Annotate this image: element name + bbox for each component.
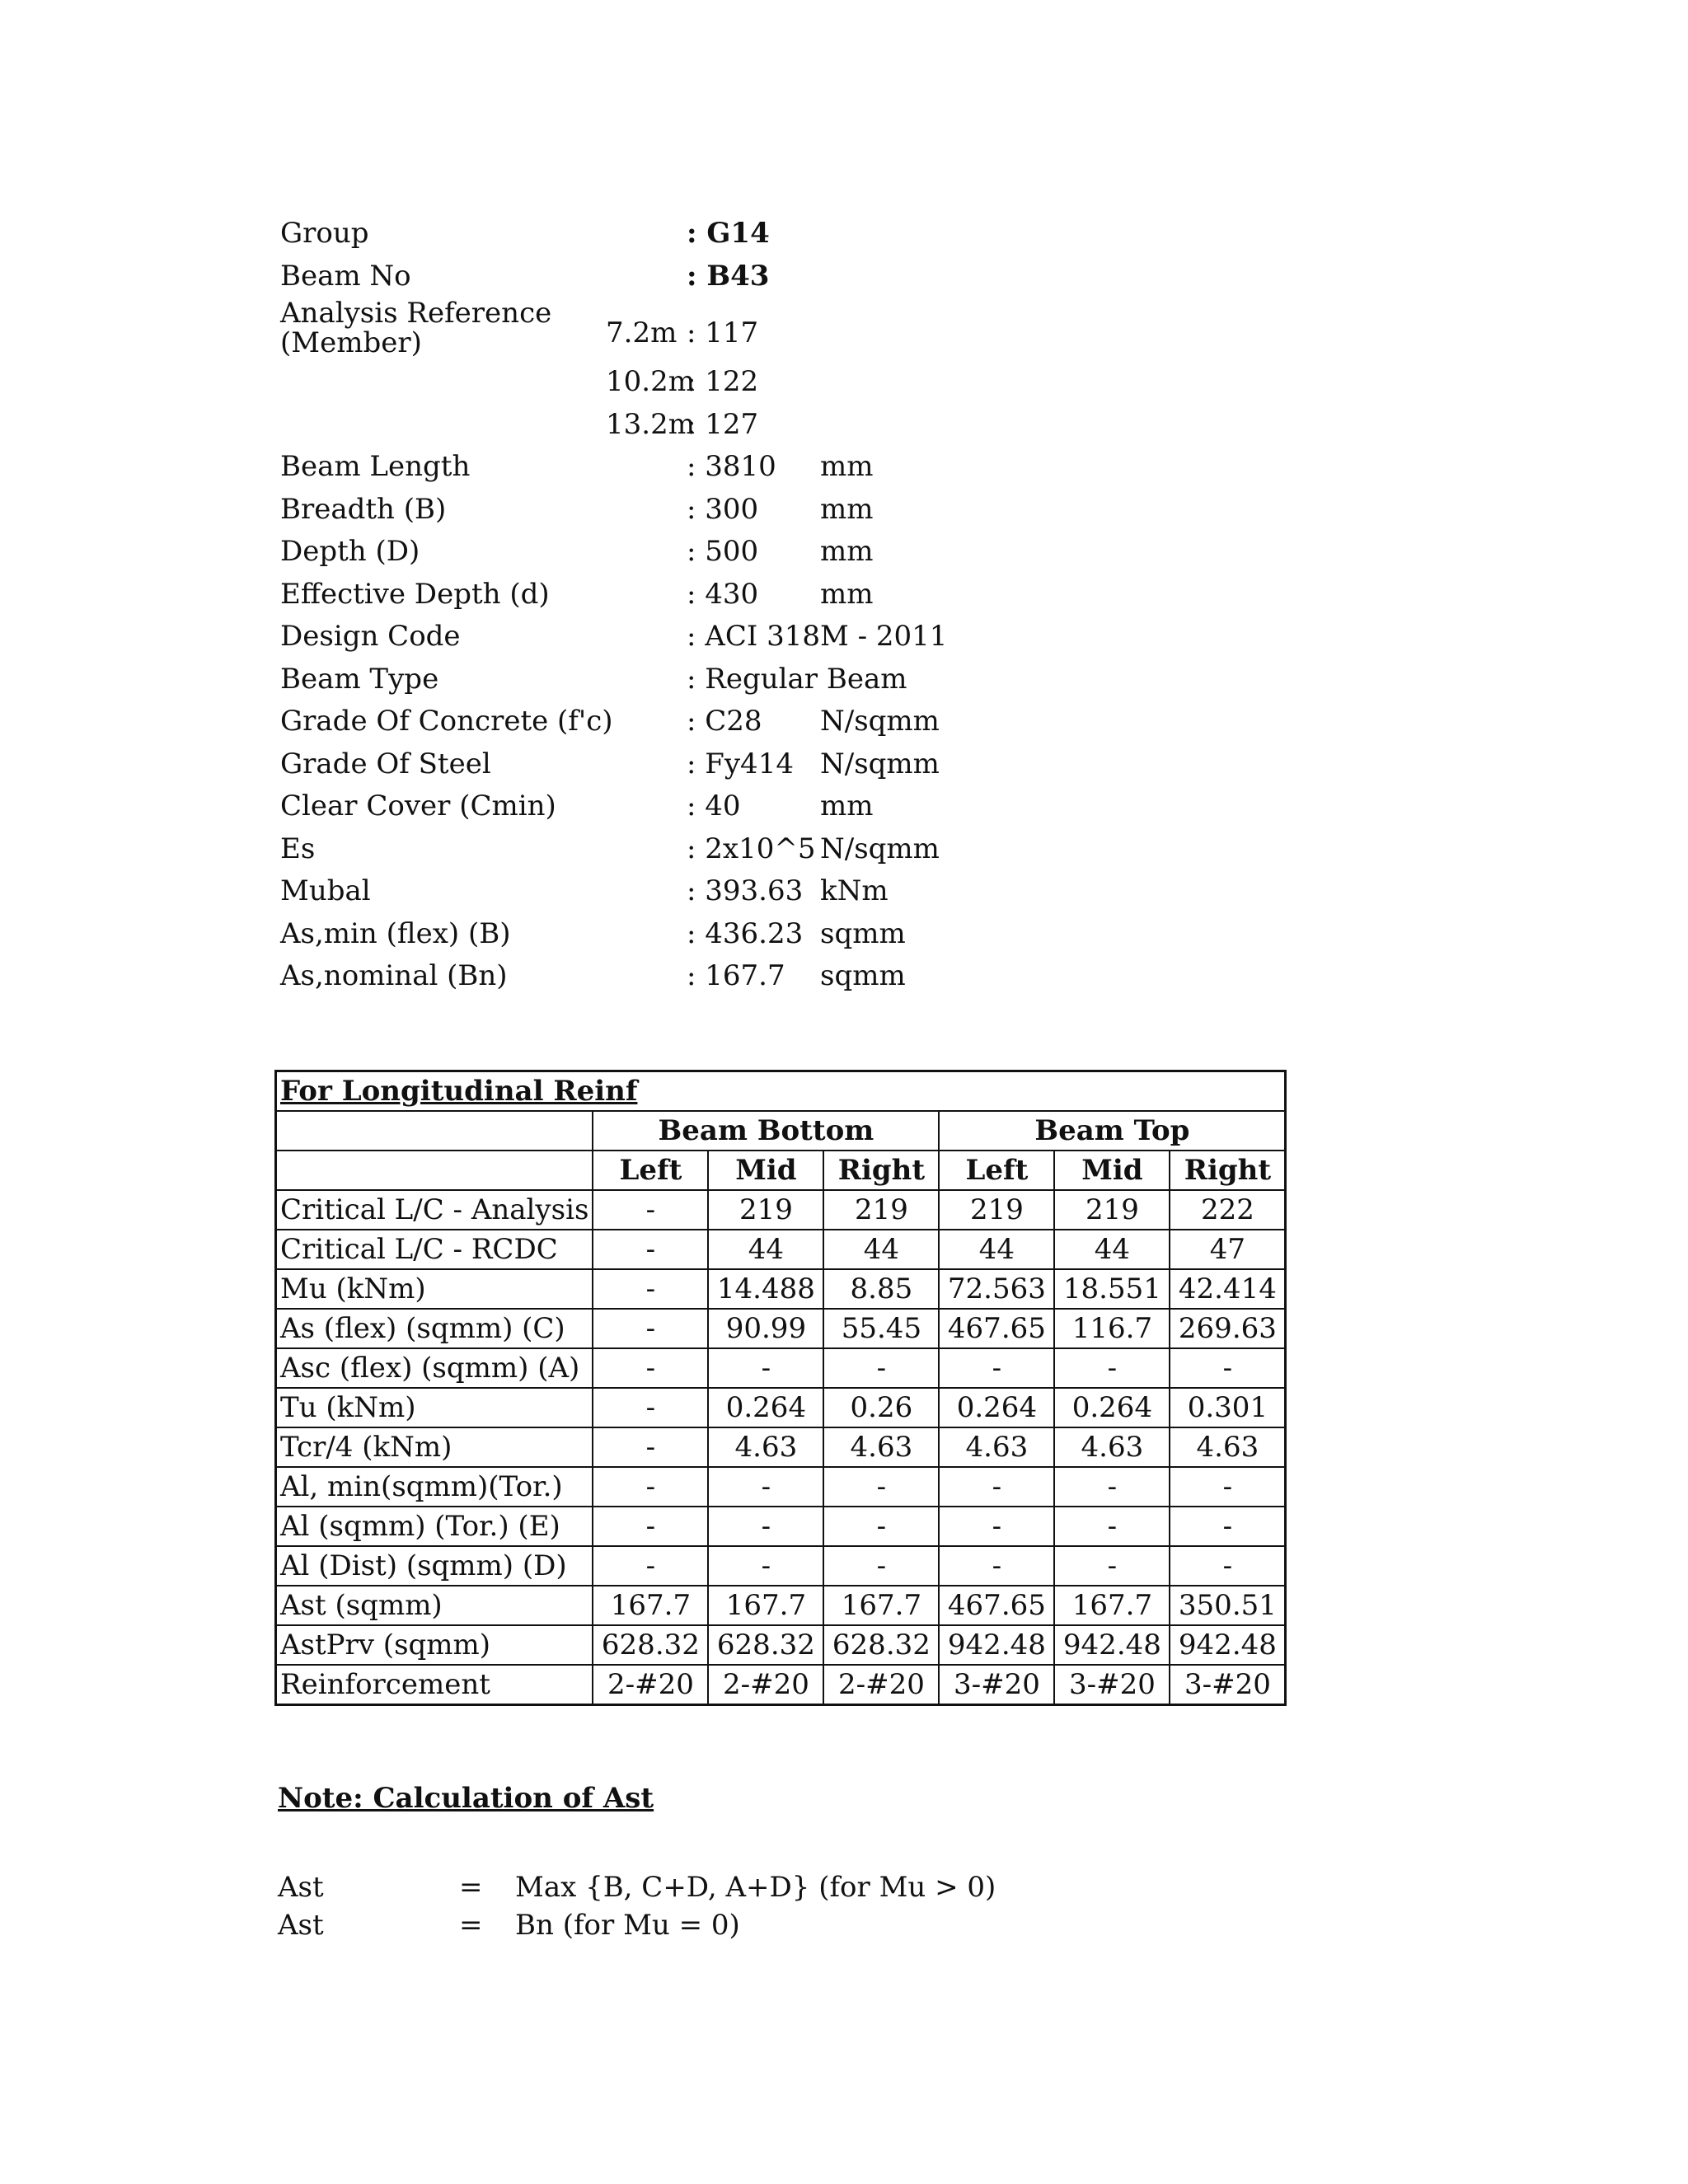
info-unit: N/sqmm [820,747,940,780]
formula-equals: = [459,1871,483,1904]
table-cell: - [939,1467,1054,1507]
table-cell: 44 [939,1230,1054,1269]
info-row [280,210,1104,253]
info-row [280,486,1104,529]
table-cell: 219 [939,1190,1054,1230]
info-label: Breadth (B) [280,492,447,526]
table-cell: 2-#20 [708,1665,823,1705]
table-cell: 467.65 [939,1309,1054,1348]
info-value: : C28 [687,705,762,738]
row-label: Al (sqmm) (Tor.) (E) [276,1507,593,1546]
column-header-right: Right [823,1151,939,1190]
table-cell: 167.7 [1054,1586,1170,1625]
info-unit: sqmm [820,916,906,950]
table-cell: - [1054,1546,1170,1586]
table-cell: 4.63 [708,1427,823,1467]
column-header-blank-cell [276,1151,593,1190]
info-label: Group [280,217,369,250]
table-row [276,1467,1286,1507]
table-cell: - [1170,1467,1286,1507]
info-unit: mm [820,492,874,526]
table-cell: 47 [1170,1230,1286,1269]
row-label: Critical L/C - RCDC [276,1230,593,1269]
table-row [276,1625,1286,1665]
info-sub-label: 10.2m [606,365,695,398]
info-row [280,656,1104,699]
info-row [280,401,1104,444]
table-cell: - [1054,1467,1170,1507]
info-sub-label: 13.2m [606,407,695,441]
info-row [280,741,1104,784]
table-cell: - [823,1467,939,1507]
table-cell: - [593,1230,708,1269]
info-label: Mubal [280,874,371,907]
table-cell: 3-#20 [939,1665,1054,1705]
info-unit: kNm [820,874,889,907]
table-cell: - [939,1507,1054,1546]
info-value: : 2x10^5 [687,832,816,865]
table-cell: - [1170,1546,1286,1586]
info-label: Design Code [280,620,461,653]
table-cell: - [823,1546,939,1586]
info-row [280,359,1104,401]
group-header-blank-cell [276,1111,593,1151]
table-cell: 2-#20 [593,1665,708,1705]
table-cell: - [593,1269,708,1309]
table-cell: 4.63 [823,1427,939,1467]
info-row [280,571,1104,614]
table-row [276,1507,1286,1546]
table-cell: 942.48 [1170,1625,1286,1665]
column-header-left: Left [593,1151,708,1190]
table-row [276,1190,1286,1230]
row-label: AstPrv (sqmm) [276,1625,593,1665]
info-row [280,868,1104,911]
table-row [276,1546,1286,1586]
table-cell: 44 [1054,1230,1170,1269]
row-label: Critical L/C - Analysis [276,1190,593,1230]
table-cell: 222 [1170,1190,1286,1230]
info-row [280,295,1104,359]
info-row [280,528,1104,571]
table-cell: 44 [823,1230,939,1269]
table-cell: 628.32 [708,1625,823,1665]
table-cell: 4.63 [939,1427,1054,1467]
formula-rhs: Max {B, C+D, A+D} (for Mu > 0) [515,1871,996,1904]
table-cell: 350.51 [1170,1586,1286,1625]
table-cell: 0.264 [708,1388,823,1427]
table-group-header-row [276,1111,1286,1151]
table-row [276,1348,1286,1388]
info-value: : ACI 318M - 2011 [687,620,948,653]
table-row [276,1230,1286,1269]
info-row [280,253,1104,296]
info-row [280,953,1104,996]
formula-line-1 [278,1871,1020,1909]
info-label: Depth (D) [280,535,420,568]
info-value: : 300 [687,492,759,526]
longitudinal-reinforcement-table [274,1070,1287,1706]
info-unit: mm [820,535,874,568]
table-cell: - [593,1388,708,1427]
row-label: Tcr/4 (kNm) [276,1427,593,1467]
info-row [280,911,1104,954]
info-row [280,783,1104,826]
info-value: : Fy414 [687,747,794,780]
column-header-left: Left [939,1151,1054,1190]
table-cell: 2-#20 [823,1665,939,1705]
table-cell: - [823,1507,939,1546]
table-cell: - [939,1546,1054,1586]
info-unit: mm [820,790,874,823]
table-cell: 72.563 [939,1269,1054,1309]
table-cell: - [1170,1348,1286,1388]
table-cell: - [1054,1507,1170,1546]
table-cell: - [593,1309,708,1348]
column-header-mid: Mid [708,1151,823,1190]
group-header-beam-top: Beam Top [939,1111,1286,1151]
table-cell: 3-#20 [1054,1665,1170,1705]
info-value: : 3810 [687,450,776,483]
table-cell: 167.7 [708,1586,823,1625]
info-value: : 117 [687,316,759,349]
formula-lhs: Ast [278,1909,324,1942]
row-label: As (flex) (sqmm) (C) [276,1309,593,1348]
info-value: : 500 [687,535,759,568]
info-value: : 436.23 [687,916,804,950]
table-cell: 628.32 [823,1625,939,1665]
info-label: Analysis Reference (Member) [280,297,552,359]
table-cell: 269.63 [1170,1309,1286,1348]
table-cell: 4.63 [1054,1427,1170,1467]
table-cell: 4.63 [1170,1427,1286,1467]
table-cell: - [708,1507,823,1546]
info-label: Beam Length [280,450,471,483]
formula-equals: = [459,1909,483,1942]
table-row [276,1665,1286,1705]
table-cell: 0.264 [939,1388,1054,1427]
table-row [276,1586,1286,1625]
info-label: Beam No [280,259,411,293]
table-cell: 0.264 [1054,1388,1170,1427]
table-cell: - [593,1190,708,1230]
column-header-right: Right [1170,1151,1286,1190]
table-cell: 942.48 [939,1625,1054,1665]
info-unit: mm [820,450,874,483]
table-cell: 219 [1054,1190,1170,1230]
table-cell: 55.45 [823,1309,939,1348]
formula-lhs: Ast [278,1871,324,1904]
table-cell: 467.65 [939,1586,1054,1625]
formula-line-2 [278,1909,1020,1947]
info-label: Es [280,832,316,865]
table-cell: - [593,1348,708,1388]
row-label: Al (Dist) (sqmm) (D) [276,1546,593,1586]
table-row [276,1269,1286,1309]
row-label: Al, min(sqmm)(Tor.) [276,1467,593,1507]
info-unit: N/sqmm [820,705,940,738]
note-title: Note: Calculation of Ast [278,1782,654,1815]
info-label: Clear Cover (Cmin) [280,790,556,823]
info-value: : 127 [687,407,759,441]
table-column-header-row [276,1151,1286,1190]
info-row [280,826,1104,869]
info-value: : 393.63 [687,874,804,907]
table-cell: 219 [823,1190,939,1230]
table-cell: - [823,1348,939,1388]
info-row [280,613,1104,656]
table-cell: - [593,1546,708,1586]
table-row [276,1427,1286,1467]
info-row [280,443,1104,486]
table-cell: 0.26 [823,1388,939,1427]
info-value: : Regular Beam [687,662,907,696]
info-label: Effective Depth (d) [280,577,550,611]
row-label: Tu (kNm) [276,1388,593,1427]
row-label: Mu (kNm) [276,1269,593,1309]
info-label: As,nominal (Bn) [280,959,508,992]
info-label: Grade Of Concrete (f'c) [280,705,613,738]
info-value: : 40 [687,790,741,823]
info-value: : 122 [687,365,759,398]
formula-rhs: Bn (for Mu = 0) [515,1909,740,1942]
group-header-beam-bottom: Beam Bottom [593,1111,939,1151]
table-cell: 3-#20 [1170,1665,1286,1705]
table-cell: 42.414 [1170,1269,1286,1309]
row-label: Ast (sqmm) [276,1586,593,1625]
table-cell: - [708,1348,823,1388]
info-value: : 430 [687,577,759,611]
info-value: : B43 [687,259,770,293]
table-cell: - [1054,1348,1170,1388]
table-cell: - [939,1348,1054,1388]
table-title: For Longitudinal Reinf [276,1071,1286,1112]
table-cell: - [593,1507,708,1546]
table-cell: 18.551 [1054,1269,1170,1309]
table-cell: 167.7 [823,1586,939,1625]
info-value: : 167.7 [687,959,785,992]
table-cell: 90.99 [708,1309,823,1348]
info-unit: sqmm [820,959,906,992]
table-cell: - [593,1467,708,1507]
table-cell: 942.48 [1054,1625,1170,1665]
row-label: Reinforcement [276,1665,593,1705]
info-sub-label: 7.2m [606,316,678,349]
table-cell: 628.32 [593,1625,708,1665]
table-cell: - [708,1467,823,1507]
table-cell: 167.7 [593,1586,708,1625]
info-label: Beam Type [280,662,439,696]
table-cell: 44 [708,1230,823,1269]
table-title-row [276,1071,1286,1112]
table-cell: 219 [708,1190,823,1230]
table-row [276,1309,1286,1348]
info-label: As,min (flex) (B) [280,916,511,950]
table-cell: - [1170,1507,1286,1546]
table-cell: - [593,1427,708,1467]
table-row [276,1388,1286,1427]
row-label: Asc (flex) (sqmm) (A) [276,1348,593,1388]
table-cell: 116.7 [1054,1309,1170,1348]
info-unit: mm [820,577,874,611]
table-cell: 0.301 [1170,1388,1286,1427]
info-label: Grade Of Steel [280,747,491,780]
column-header-mid: Mid [1054,1151,1170,1190]
table-cell: - [708,1546,823,1586]
table-cell: 14.488 [708,1269,823,1309]
info-unit: N/sqmm [820,832,940,865]
info-row [280,698,1104,741]
table-cell: 8.85 [823,1269,939,1309]
info-value: : G14 [687,217,770,250]
beam-info-block [280,210,1104,996]
